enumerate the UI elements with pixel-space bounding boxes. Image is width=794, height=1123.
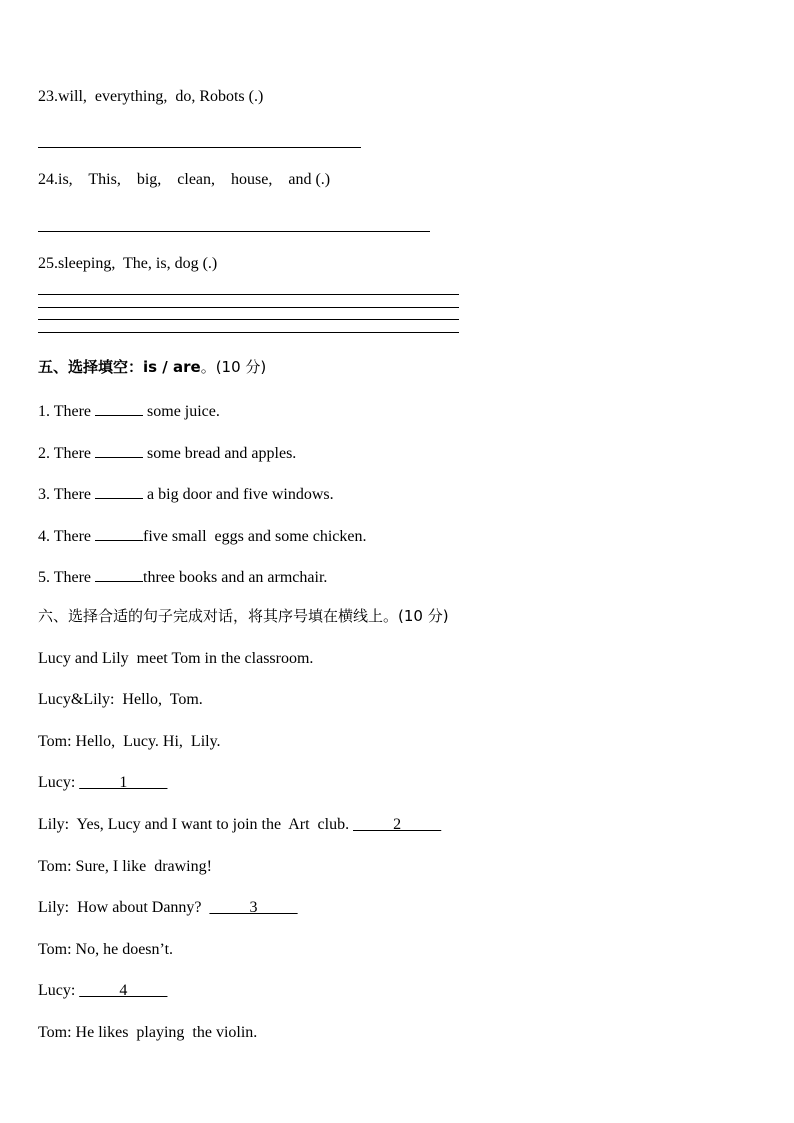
section-6-heading <box>38 606 449 626</box>
answer-line[interactable] <box>38 294 459 295</box>
question-24 <box>38 170 330 190</box>
dialogue-line: Lucy&Lily: Hello, Tom. <box>38 691 203 708</box>
dialogue-line: Tom: He likes playing the violin. <box>38 1024 258 1041</box>
answer-line[interactable] <box>38 147 361 148</box>
item-prefix: 3. There <box>38 486 92 503</box>
fill-item-2 <box>38 441 296 464</box>
speaker-text: Lucy: <box>38 982 80 999</box>
fill-blank[interactable] <box>95 399 143 416</box>
fill-blank[interactable] <box>95 441 143 458</box>
fill-blank[interactable] <box>95 482 143 499</box>
item-prefix: 1. There <box>38 403 92 420</box>
section-title: 五、选择填空： <box>38 358 144 376</box>
question-25 <box>38 254 217 274</box>
item-prefix: 2. There <box>38 445 92 462</box>
answer-blank-3[interactable]: _____3_____ <box>209 899 298 916</box>
dialogue-line-blank-4 <box>38 981 167 1001</box>
question-23 <box>38 87 263 107</box>
dialogue-line: Tom: Sure, I like drawing! <box>38 858 212 875</box>
dialogue-line-blank-3 <box>38 898 298 918</box>
dialogue-line: Tom: Hello, Lucy. Hi, Lily. <box>38 733 221 750</box>
speaker-text: Lily: How about Danny? <box>38 899 210 916</box>
dialogue-intro: Lucy and Lily meet Tom in the classroom. <box>38 650 314 667</box>
answer-line[interactable] <box>38 332 459 333</box>
answer-blank-1[interactable]: _____1_____ <box>79 774 168 791</box>
question-number: 24. <box>38 171 58 188</box>
dialogue-line-blank-2 <box>38 815 441 835</box>
question-words: sleeping, The, is, dog (.) <box>58 255 218 272</box>
question-number: 23. <box>38 88 58 105</box>
question-words: will, everything, do, Robots (.) <box>58 88 264 105</box>
section-score: (10 分) <box>398 607 449 625</box>
section-choice: is / are <box>143 358 201 376</box>
section-5-heading <box>38 357 266 377</box>
dialogue-line: Tom: No, he doesn’t. <box>38 941 174 958</box>
answer-blank-2[interactable]: _____2_____ <box>353 816 442 833</box>
fill-blank[interactable] <box>95 565 143 582</box>
section-title: 六、选择合适的句子完成对话，将其序号填在横线上。 <box>38 607 399 625</box>
item-suffix: some bread and apples. <box>147 445 297 462</box>
dialogue-line-blank-1 <box>38 773 167 793</box>
answer-line[interactable] <box>38 307 459 308</box>
question-number: 25. <box>38 255 58 272</box>
question-words: is, This, big, clean, house, and (.) <box>58 171 331 188</box>
item-suffix: three books and an armchair. <box>143 569 328 586</box>
answer-blank-4[interactable]: _____4_____ <box>79 982 168 999</box>
answer-line[interactable] <box>38 231 430 232</box>
answer-line[interactable] <box>38 319 459 320</box>
fill-item-3 <box>38 482 334 505</box>
item-prefix: 4. There <box>38 528 92 545</box>
item-suffix: a big door and five windows. <box>147 486 334 503</box>
fill-item-1 <box>38 399 220 422</box>
fill-blank[interactable] <box>95 524 143 541</box>
section-score: 。(10 分) <box>200 358 267 376</box>
speaker-text: Lily: Yes, Lucy and I want to join the Art club. <box>38 816 354 833</box>
item-suffix: some juice. <box>147 403 220 420</box>
speaker-text: Lucy: <box>38 774 80 791</box>
fill-item-4 <box>38 524 367 547</box>
fill-item-5 <box>38 565 327 588</box>
item-suffix: five small eggs and some chicken. <box>143 528 367 545</box>
item-prefix: 5. There <box>38 569 92 586</box>
